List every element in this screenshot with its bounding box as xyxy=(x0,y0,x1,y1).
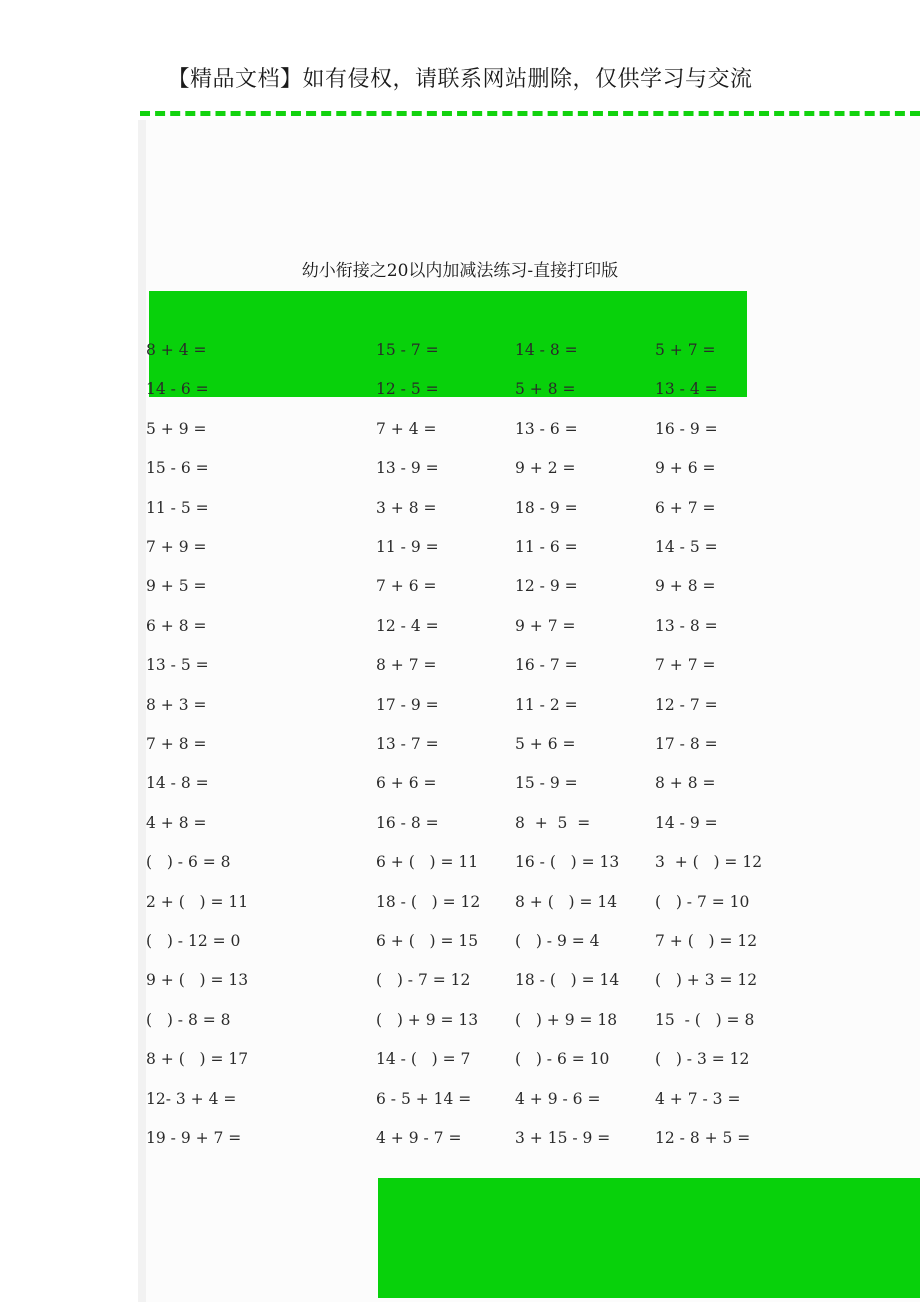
exercise-item: 9 + 6 = xyxy=(655,459,716,478)
exercise-item: 5 + 7 = xyxy=(655,341,716,359)
exercise-item: ( ) - 6 = 10 xyxy=(515,1050,610,1069)
exercise-item: 4 + 9 - 6 = xyxy=(515,1089,601,1108)
exercise-item: 7 + 6 = xyxy=(376,577,437,596)
exercise-item: 2 + ( ) = 11 xyxy=(146,892,249,911)
exercise-row xyxy=(0,732,920,756)
exercise-item: 17 - 8 = xyxy=(655,735,718,753)
exercise-item: 13 - 4 = xyxy=(655,380,718,399)
exercise-item: 7 + 8 = xyxy=(146,735,207,753)
exercise-item: 12 - 9 = xyxy=(515,577,578,596)
exercise-item: 7 + 9 = xyxy=(146,538,207,556)
exercise-item: ( ) - 12 = 0 xyxy=(146,932,241,950)
exercise-item: 16 - 8 = xyxy=(376,813,439,832)
exercise-item: 8 + 5 = xyxy=(515,813,591,832)
exercise-row xyxy=(0,456,920,480)
exercise-item: 13 - 6 = xyxy=(515,419,578,438)
exercise-item: 9 + 8 = xyxy=(655,577,716,596)
exercise-item: 17 - 9 = xyxy=(376,695,439,714)
exercise-row xyxy=(0,535,920,559)
exercise-item: 6 + 7 = xyxy=(655,498,716,517)
exercise-item: ( ) - 7 = 12 xyxy=(376,971,471,990)
exercise-row xyxy=(0,377,920,401)
exercise-row xyxy=(0,890,920,914)
exercise-item: 5 + 6 = xyxy=(515,735,576,753)
exercise-row xyxy=(0,614,920,638)
exercise-item: 6 + ( ) = 15 xyxy=(376,932,479,950)
exercise-row xyxy=(0,968,920,992)
exercise-item: 14 - 6 = xyxy=(146,380,209,399)
exercise-item: 12 - 7 = xyxy=(655,695,718,714)
exercise-item: 6 + 8 = xyxy=(146,616,207,635)
exercise-row xyxy=(0,338,920,362)
exercise-row xyxy=(0,850,920,874)
exercise-item: 9 + ( ) = 13 xyxy=(146,971,249,990)
exercise-item: 11 - 5 = xyxy=(146,498,209,517)
exercise-item: 8 + 7 = xyxy=(376,656,437,675)
exercise-item: 14 - 5 = xyxy=(655,538,718,556)
exercise-item: 8 + ( ) = 14 xyxy=(515,892,618,911)
exercise-item: 13 - 7 = xyxy=(376,735,439,753)
exercise-item: 7 + 7 = xyxy=(655,656,716,675)
exercise-item: ( ) - 7 = 10 xyxy=(655,892,750,911)
exercise-item: 13 - 8 = xyxy=(655,616,718,635)
exercise-item: 14 - ( ) = 7 xyxy=(376,1050,471,1069)
exercise-item: 9 + 7 = xyxy=(515,616,576,635)
exercise-item: 15 - 9 = xyxy=(515,774,578,793)
page-title: 幼小衔接之20以内加减法练习-直接打印版 xyxy=(301,261,619,281)
exercise-row xyxy=(0,496,920,520)
exercise-item: ( ) - 3 = 12 xyxy=(655,1050,750,1069)
exercise-row xyxy=(0,574,920,598)
exercise-item: 4 + 9 - 7 = xyxy=(376,1129,462,1147)
exercise-item: 12 - 8 + 5 = xyxy=(655,1129,751,1147)
exercise-row xyxy=(0,811,920,835)
exercise-item: 5 + 9 = xyxy=(146,419,207,438)
exercise-item: 8 + ( ) = 17 xyxy=(146,1050,249,1069)
exercise-row xyxy=(0,1047,920,1071)
exercise-item: 15 - 7 = xyxy=(376,341,439,359)
exercise-item: 15 - ( ) = 8 xyxy=(655,1010,755,1029)
exercise-item: 11 - 9 = xyxy=(376,538,439,556)
exercise-item: 8 + 4 = xyxy=(146,341,207,359)
exercise-item: 3 + 8 = xyxy=(376,498,437,517)
exercise-item: 18 - ( ) = 14 xyxy=(515,971,620,990)
exercise-row xyxy=(0,929,920,953)
exercise-item: 7 + 4 = xyxy=(376,419,437,438)
exercise-item: 16 - ( ) = 13 xyxy=(515,853,620,872)
exercise-item: ( ) - 8 = 8 xyxy=(146,1010,231,1029)
exercise-item: 7 + ( ) = 12 xyxy=(655,932,758,950)
exercise-item: 3 + ( ) = 12 xyxy=(655,853,763,872)
exercise-item: 14 - 8 = xyxy=(146,774,209,793)
exercise-row xyxy=(0,1087,920,1111)
exercise-item: 4 + 7 - 3 = xyxy=(655,1089,741,1108)
exercise-item: ( ) + 9 = 18 xyxy=(515,1010,618,1029)
exercise-row xyxy=(0,417,920,441)
exercise-item: 19 - 9 + 7 = xyxy=(146,1129,242,1147)
exercise-row xyxy=(0,653,920,677)
exercise-item: 16 - 7 = xyxy=(515,656,578,675)
exercise-item: 12- 3 + 4 = xyxy=(146,1089,237,1108)
exercise-row xyxy=(0,693,920,717)
exercise-item: 16 - 9 = xyxy=(655,419,718,438)
exercise-item: 12 - 5 = xyxy=(376,380,439,399)
exercise-row xyxy=(0,771,920,795)
exercise-item: ( ) + 9 = 13 xyxy=(376,1010,479,1029)
exercise-item: 13 - 9 = xyxy=(376,459,439,478)
exercise-row xyxy=(0,1008,920,1032)
exercise-item: 6 + 6 = xyxy=(376,774,437,793)
exercise-item: 14 - 8 = xyxy=(515,341,578,359)
exercise-item: ( ) - 6 = 8 xyxy=(146,853,231,872)
exercise-item: 6 + ( ) = 11 xyxy=(376,853,479,872)
exercise-item: 8 + 8 = xyxy=(655,774,716,793)
exercise-row xyxy=(0,1126,920,1150)
exercise-item: 9 + 5 = xyxy=(146,577,207,596)
document-header: 【精品文档】如有侵权，请联系网站删除，仅供学习与交流 xyxy=(167,67,753,92)
exercise-item: 18 - 9 = xyxy=(515,498,578,517)
exercise-item: 11 - 2 = xyxy=(515,695,578,714)
exercise-item: 6 - 5 + 14 = xyxy=(376,1089,472,1108)
exercise-item: 4 + 8 = xyxy=(146,813,207,832)
exercise-item: 8 + 3 = xyxy=(146,695,207,714)
exercise-item: 18 - ( ) = 12 xyxy=(376,892,481,911)
exercise-item: 5 + 8 = xyxy=(515,380,576,399)
exercise-item: 14 - 9 = xyxy=(655,813,718,832)
exercise-item: ( ) - 9 = 4 xyxy=(515,932,600,950)
exercise-item: 11 - 6 = xyxy=(515,538,578,556)
exercise-item: 13 - 5 = xyxy=(146,656,209,675)
exercise-item: 12 - 4 = xyxy=(376,616,439,635)
exercise-item: 9 + 2 = xyxy=(515,459,576,478)
exercise-item: 15 - 6 = xyxy=(146,459,209,478)
exercise-item: ( ) + 3 = 12 xyxy=(655,971,758,990)
exercise-item: 3 + 15 - 9 = xyxy=(515,1129,611,1147)
